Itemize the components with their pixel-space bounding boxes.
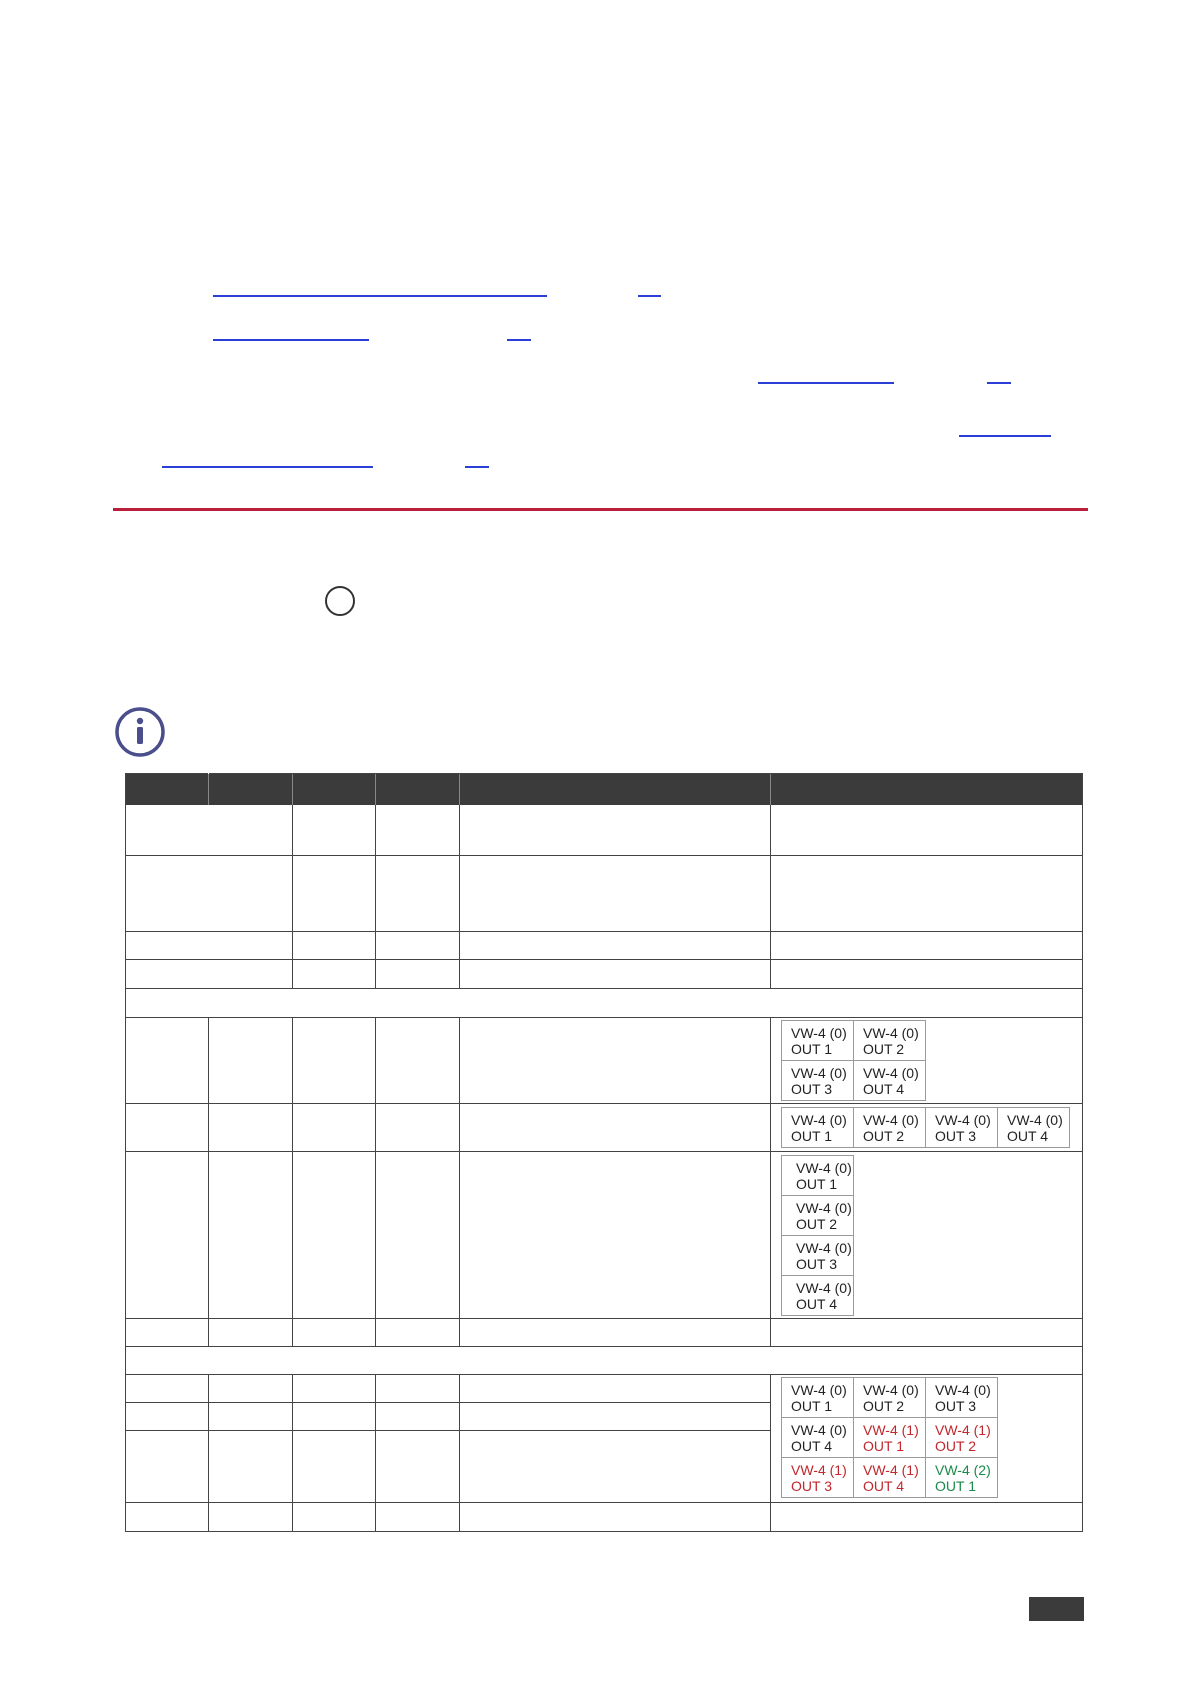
tile-4x1-3: VW-4 (0) OUT 3 <box>781 1235 854 1276</box>
tile-3x3-9: VW-4 (2) OUT 1 <box>925 1457 998 1498</box>
table-border-right <box>1082 773 1083 1532</box>
col-sep <box>292 773 293 988</box>
tile-4x1-1: VW-4 (0) OUT 1 <box>781 1155 854 1196</box>
tile-3x3-5: VW-4 (1) OUT 1 <box>853 1417 926 1458</box>
col-sep <box>375 773 376 988</box>
tile-3x3-6: VW-4 (1) OUT 2 <box>925 1417 998 1458</box>
link-page-ref-4[interactable] <box>465 466 489 468</box>
tile-3x3-4: VW-4 (0) OUT 4 <box>781 1417 854 1458</box>
header-sep <box>459 774 460 805</box>
link-underline-2[interactable] <box>213 339 369 341</box>
tile-3x3-7: VW-4 (1) OUT 3 <box>781 1457 854 1498</box>
link-underline-4a[interactable] <box>959 435 1051 437</box>
tile-4x1-2: VW-4 (0) OUT 2 <box>781 1195 854 1236</box>
table-border-bottom <box>125 1531 1083 1532</box>
row-line <box>125 988 1083 989</box>
tile-2x2-4: VW-4 (0) OUT 4 <box>853 1060 926 1101</box>
tile-2x2-3: VW-4 (0) OUT 3 <box>781 1060 854 1101</box>
link-page-ref-2[interactable] <box>507 339 531 341</box>
row-line <box>125 1502 1083 1503</box>
row-line <box>125 1103 1083 1104</box>
col-sep <box>375 1017 376 1318</box>
tile-2x2-1: VW-4 (0) OUT 1 <box>781 1020 854 1061</box>
row-line <box>125 959 1083 960</box>
tile-4x1-4: VW-4 (0) OUT 4 <box>781 1275 854 1316</box>
col-sep <box>770 1318 771 1346</box>
col-sep <box>459 1017 460 1318</box>
tile-1x4-1: VW-4 (0) OUT 1 <box>781 1107 854 1148</box>
col-sep <box>208 1374 209 1532</box>
col-sep <box>770 773 771 988</box>
tile-1x4-2: VW-4 (0) OUT 2 <box>853 1107 926 1148</box>
col-sep <box>459 773 460 988</box>
tile-1x4-3: VW-4 (0) OUT 3 <box>925 1107 998 1148</box>
col-sep <box>208 1017 209 1318</box>
table-border-top <box>125 773 1083 774</box>
info-icon <box>114 706 166 758</box>
row-line <box>125 1318 1083 1319</box>
row-line <box>125 1346 1083 1347</box>
link-page-ref-3[interactable] <box>987 382 1011 384</box>
row-line <box>125 1374 1083 1375</box>
tile-3x3-2: VW-4 (0) OUT 2 <box>853 1377 926 1418</box>
table-header-row <box>125 773 1083 805</box>
tile-3x3-8: VW-4 (1) OUT 4 <box>853 1457 926 1498</box>
col-sep <box>292 1017 293 1318</box>
header-sep <box>770 774 771 805</box>
col-sep <box>292 1318 293 1346</box>
row-line <box>125 931 1083 932</box>
row-line <box>125 1017 1083 1018</box>
circle-marker-icon <box>325 586 355 616</box>
col-sep <box>459 1374 460 1532</box>
table-border-left <box>125 773 126 1532</box>
col-sep <box>375 1374 376 1532</box>
row-line <box>125 855 1083 856</box>
tile-3x3-1: VW-4 (0) OUT 1 <box>781 1377 854 1418</box>
link-underline-4b[interactable] <box>162 466 373 468</box>
col-sep <box>770 1374 771 1532</box>
header-sep <box>292 774 293 805</box>
col-sep <box>375 1318 376 1346</box>
link-underline-1[interactable] <box>213 295 547 297</box>
section-divider <box>113 508 1088 511</box>
row-line <box>125 1402 771 1403</box>
col-sep <box>459 1318 460 1346</box>
tile-1x4-4: VW-4 (0) OUT 4 <box>997 1107 1070 1148</box>
col-sep <box>292 1374 293 1532</box>
col-sep <box>208 1318 209 1346</box>
tile-2x2-2: VW-4 (0) OUT 2 <box>853 1020 926 1061</box>
header-sep <box>208 774 209 805</box>
header-sep <box>375 774 376 805</box>
page-number-tab <box>1029 1597 1084 1621</box>
tile-3x3-3: VW-4 (0) OUT 3 <box>925 1377 998 1418</box>
link-page-ref-1[interactable] <box>638 295 661 297</box>
col-sep <box>208 773 209 988</box>
link-underline-3[interactable] <box>758 382 894 384</box>
col-sep <box>770 1017 771 1318</box>
row-line <box>125 1430 771 1431</box>
row-line <box>125 1151 1083 1152</box>
